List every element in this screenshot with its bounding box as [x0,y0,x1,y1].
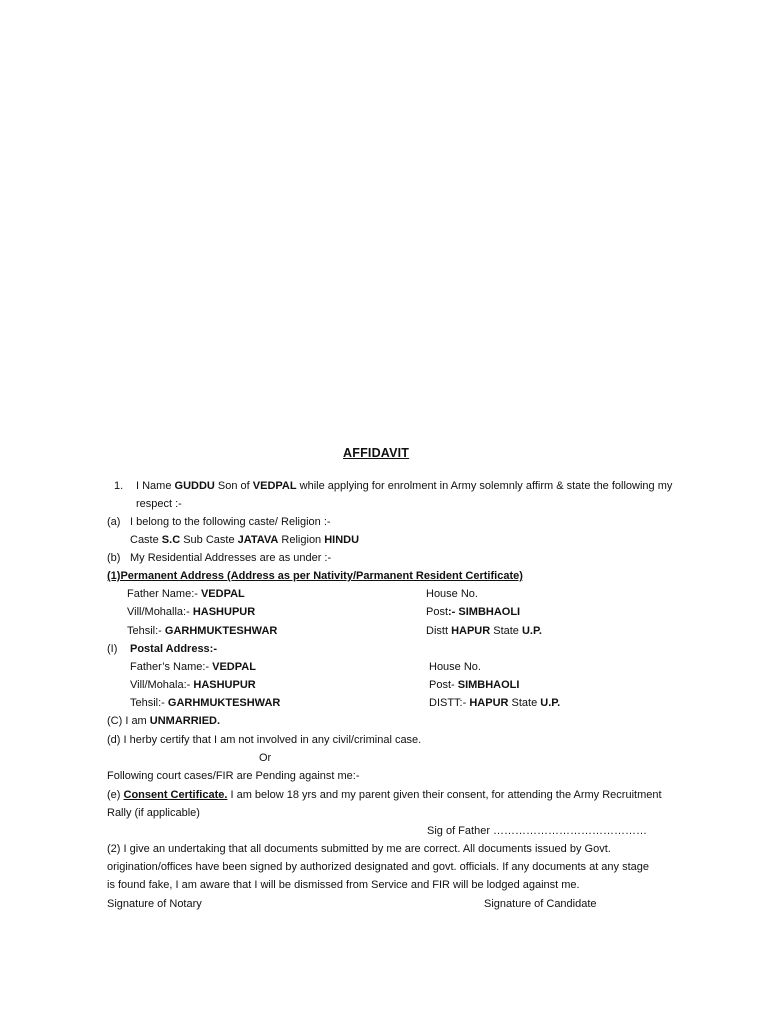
permanent-tehsil-label: Tehsil:- [127,625,165,637]
affidavit-title: AFFIDAVIT [343,446,410,460]
residential-label: (b) [107,552,121,564]
postal-vill-value: HASHUPUR [193,679,256,691]
permanent-distt-value: HAPUR [451,625,491,637]
permanent-post-value: :- SIMBHAOLI [448,606,521,618]
postal-distt-value: HAPUR [469,697,509,709]
para1-text-1: I Name [136,480,175,492]
pending-cases-statement: Following court cases/FIR are Pending against me:- [107,770,360,782]
marital-status-label: (C) I am [107,715,150,727]
postal-vill [130,678,256,692]
postal-tehsil [130,696,280,710]
consent-text: I am below 18 yrs and my parent given their consent, for attending the Army Recruitment [227,789,662,801]
father-signature-line: Sig of Father …………………………………… [427,825,648,837]
caste-details [130,533,359,547]
subcaste-value: JATAVA [237,534,279,546]
postal-post-label: Post- [429,679,458,691]
marital-status-value: UNMARRIED. [149,715,221,727]
permanent-address-heading: (1)Permanent Address (Address as per Nativity/Parmanent Resident Certificate) [107,570,523,582]
permanent-state-label: State [490,625,522,637]
para1-line [136,479,672,493]
postal-post-value: SIMBHAOLI [457,679,520,691]
permanent-distt-label: Distt [426,625,452,637]
permanent-vill-value: HASHUPUR [192,606,256,618]
religion-value: HINDU [324,534,360,546]
father-name: VEDPAL [252,480,297,492]
certify-statement: (d) I herby certify that I am not involved in any civil/criminal case. [107,734,422,746]
consent-continuation: Rally (if applicable) [107,807,200,819]
postal-state-label: State [508,697,541,709]
postal-post [429,678,519,692]
permanent-father-label: Father Name:- [127,588,201,600]
postal-tehsil-value: GARHMUKTESHWAR [167,697,281,709]
postal-distt-label: DISTT:- [429,697,470,709]
postal-label: (I) [107,643,118,655]
caste-value: S.C [161,534,181,546]
permanent-tehsil [127,624,277,638]
permanent-distt [426,624,542,638]
postal-house: House No. [429,661,481,673]
permanent-post-label: Post [426,606,449,618]
para1-text-2: Son of [214,480,253,492]
permanent-post [426,605,520,619]
permanent-father [127,587,245,601]
marital-status [107,714,220,728]
caste-prefix: Caste [130,534,162,546]
para1-continuation: respect :- [136,498,182,510]
consent-line [107,788,662,802]
postal-father-value: VEDPAL [212,661,256,673]
permanent-vill [127,605,255,619]
postal-father-label: Father’s Name:- [130,661,213,673]
subcaste-prefix: Sub Caste [180,534,238,546]
permanent-vill-label: Vill/Mohalla:- [127,606,193,618]
permanent-father-value: VEDPAL [200,588,245,600]
consent-label: (e) [107,789,124,801]
postal-heading: Postal Address:- [130,643,218,655]
permanent-house: House No. [426,588,478,600]
postal-vill-label: Vill/Mohala:- [130,679,194,691]
postal-state-value: U.P. [540,697,561,709]
undertaking-line-3: is found fake, I am aware that I will be dismissed from Service and FIR will be lodged against me. [107,879,580,891]
undertaking-line-2: origination/offices have been signed by authorized designated and govt. officials. If any documents at any stage [107,861,650,873]
postal-distt [429,696,560,710]
para1-number: 1. [114,480,124,492]
postal-father [130,660,256,674]
para1-text-3: while applying for enrolment in Army solemnly affirm & state the following my [296,480,673,492]
applicant-name: GUDDU [174,480,215,492]
notary-signature-label: Signature of Notary [107,898,202,910]
religion-prefix: Religion [278,534,325,546]
undertaking-line-1: (2) I give an undertaking that all documents submitted by me are correct. All documents issued by Govt. [107,843,611,855]
consent-heading: Consent Certificate. [123,789,228,801]
candidate-signature-label: Signature of Candidate [484,898,597,910]
permanent-state-value: U.P. [521,625,542,637]
postal-tehsil-label: Tehsil:- [130,697,168,709]
caste-statement: I belong to the following caste/ Religion :- [130,516,331,528]
or-separator: Or [259,752,272,764]
permanent-tehsil-value: GARHMUKTESHWAR [164,625,278,637]
residential-statement: My Residential Addresses are as under :- [130,552,332,564]
caste-label: (a) [107,516,121,528]
